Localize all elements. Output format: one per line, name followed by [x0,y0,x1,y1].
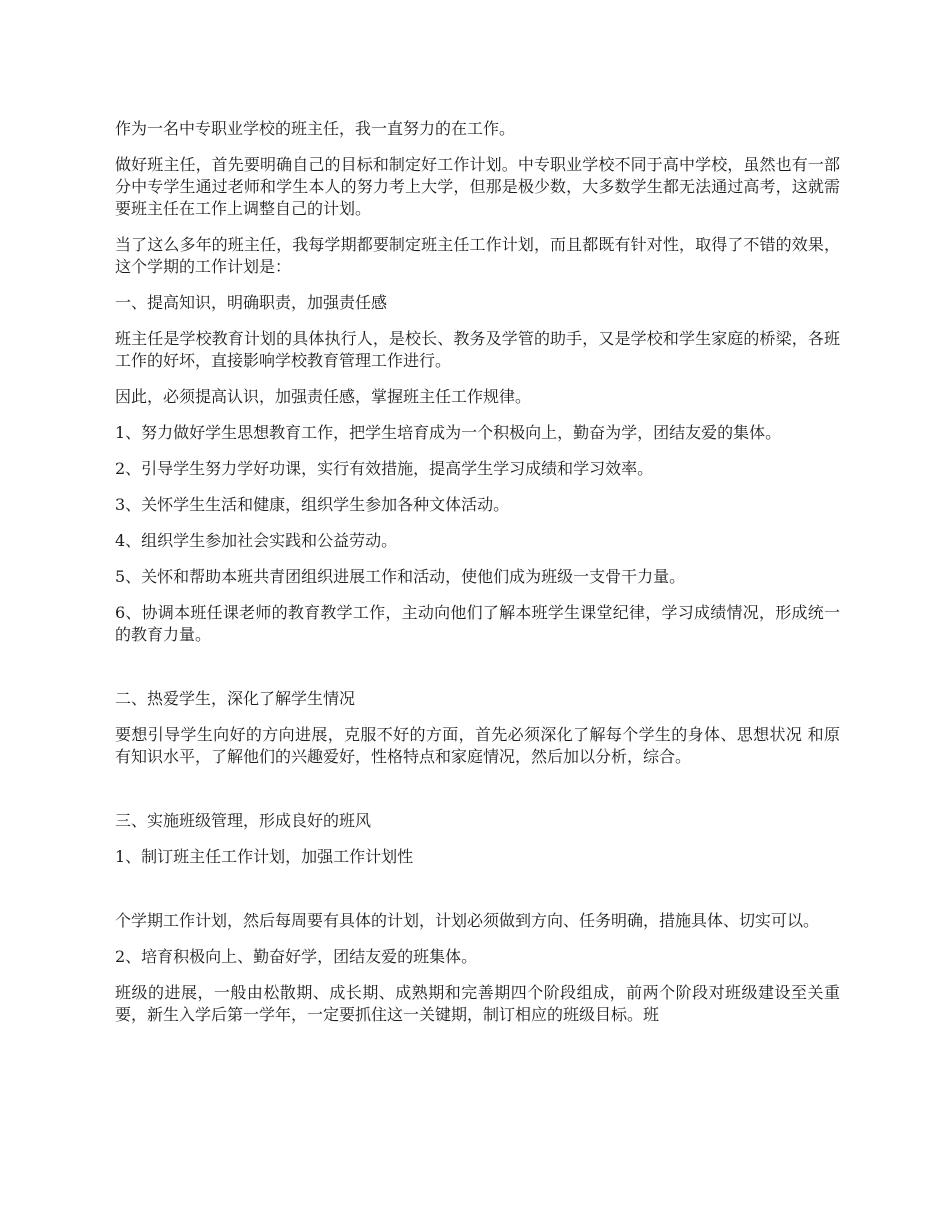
document-body [115,118,840,1040]
section-heading-3: 三、实施班级管理，形成良好的班风 [115,811,372,830]
list-item-3: 3、关怀学生生活和健康，组织学生参加各种文体活动。 [115,495,510,514]
paragraph-goals: 做好班主任，首先要明确自己的目标和制定好工作计划。中专职业学校不同于高中学校，虽然也有一部分中专学生通过老师和学生本人的努力考上大学，但那是极少数，大多数学生都无法通过高考，这就需要班主任在工作上调整自己的计划。 [115,155,840,218]
subheading-plan: 1、制订班主任工作计划，加强工作计划性 [115,847,414,866]
subheading-collective: 2、培育积极向上、勤奋好学，团结友爱的班集体。 [115,947,478,966]
paragraph-role: 班主任是学校教育计划的具体执行人，是校长、教务及学管的助手，又是学校和学生家庭的桥梁，各班工作的好坏，直接影响学校教育管理工作进行。 [115,329,840,370]
section-heading-1: 一、提高知识，明确职责，加强责任感 [115,293,388,312]
paragraph-semester-plan: 个学期工作计划，然后每周要有具体的计划，计划必须做到方向、任务明确，措施具体、切实可以。 [115,911,820,930]
list-item-1: 1、努力做好学生思想教育工作，把学生培育成为一个积极向上，勤奋为学，团结友爱的集体。 [115,423,782,442]
list-item-4: 4、组织学生参加社会实践和公益劳动。 [115,531,398,550]
paragraph-plan-intro: 当了这么多年的班主任，我每学期都要制定班主任工作计划，而且都既有针对性，取得了不错的效果，这个学期的工作计划是： [115,235,840,276]
list-item-2: 2、引导学生努力学好功课，实行有效措施，提高学生学习成绩和学习效率。 [115,459,654,478]
paragraph-therefore: 因此，必须提高认识，加强责任感，掌握班主任工作规律。 [115,387,532,406]
list-item-5: 5、关怀和帮助本班共青团组织进展工作和活动，使他们成为班级一支骨干力量。 [115,567,686,586]
paragraph-intro: 作为一名中专职业学校的班主任，我一直努力的在工作。 [115,119,516,138]
list-item-6: 6、协调本班任课老师的教育教学工作，主动向他们了解本班学生课堂纪律，学习成绩情况，形成统一的教育力量。 [115,603,840,644]
paragraph-understand-students: 要想引导学生向好的方向进展，克服不好的方面，首先必须深化了解每个学生的身体、思想状况 和原有知识水平，了解他们的兴趣爱好，性格特点和家庭情况，然后加以分析，综合。 [115,725,840,766]
paragraph-class-development: 班级的进展，一般由松散期、成长期、成熟期和完善期四个阶段组成，前两个阶段对班级建设至关重要，新生入学后第一学年，一定要抓住这一关键期，制订相应的班级目标。班 [115,983,840,1024]
section-heading-2: 二、热爱学生，深化了解学生情况 [115,689,356,708]
